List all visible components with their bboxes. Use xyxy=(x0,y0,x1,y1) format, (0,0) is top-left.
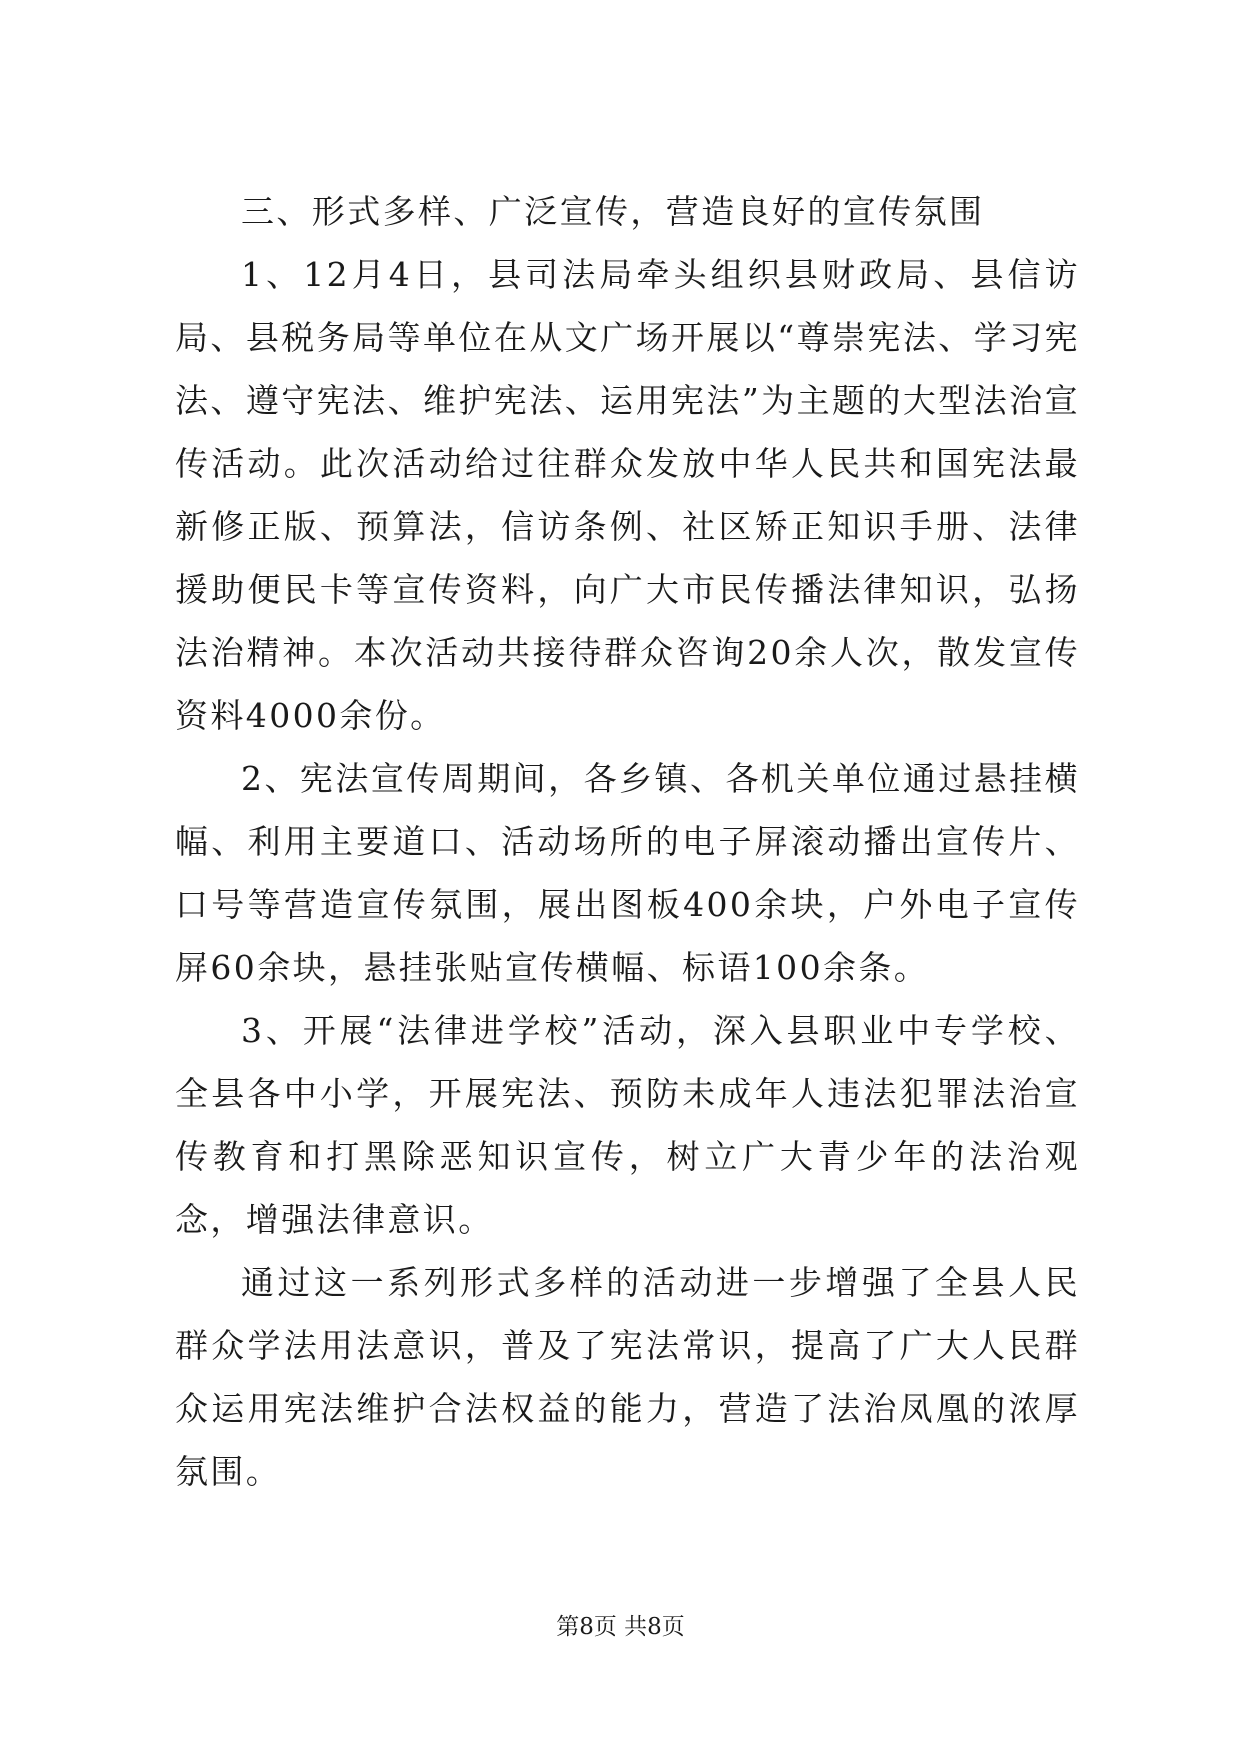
paragraph-4: 通过这一系列形式多样的活动进一步增强了全县人民群众学法用法意识，普及了宪法常识，提高了广大人民群众运用宪法维护合法权益的能力，营造了法治凤凰的浓厚氛围。 xyxy=(175,1263,1080,1491)
paragraph-3: 3、开展“法律进学校”活动，深入县职业中专学校、全县各中小学，开展宪法、预防未成年人违法犯罪法治宣传教育和打黑除恶知识宣传，树立广大青少年的法治观念，增强法律意识。 xyxy=(175,1011,1080,1239)
document-body xyxy=(175,180,1080,1503)
section-heading: 三、形式多样、广泛宣传，营造良好的宣传氛围 xyxy=(241,192,985,231)
paragraph-1: 1、12月4日，县司法局牵头组织县财政局、县信访局、县税务局等单位在从文广场开展以“尊崇宪法、学习宪法、遵守宪法、维护宪法、运用宪法”为主题的大型法治宣传活动。此次活动给过往群众发放中华人民共和国宪法最新修正版、预算法，信访条例、社区矫正知识手册、法律援助便民卡等宣传资料，向广大市民传播法律知识，弘扬法治精神。本次活动共接待群众咨询20余人次，散发宣传资料4000余份。 xyxy=(175,255,1080,735)
page-number: 第8页 共8页 xyxy=(556,1614,685,1640)
paragraph-2: 2、宪法宣传周期间，各乡镇、各机关单位通过悬挂横幅、利用主要道口、活动场所的电子屏滚动播出宣传片、口号等营造宣传氛围，展出图板400余块，户外电子宣传屏60余块，悬挂张贴宣传横幅、标语100余条。 xyxy=(175,759,1080,987)
